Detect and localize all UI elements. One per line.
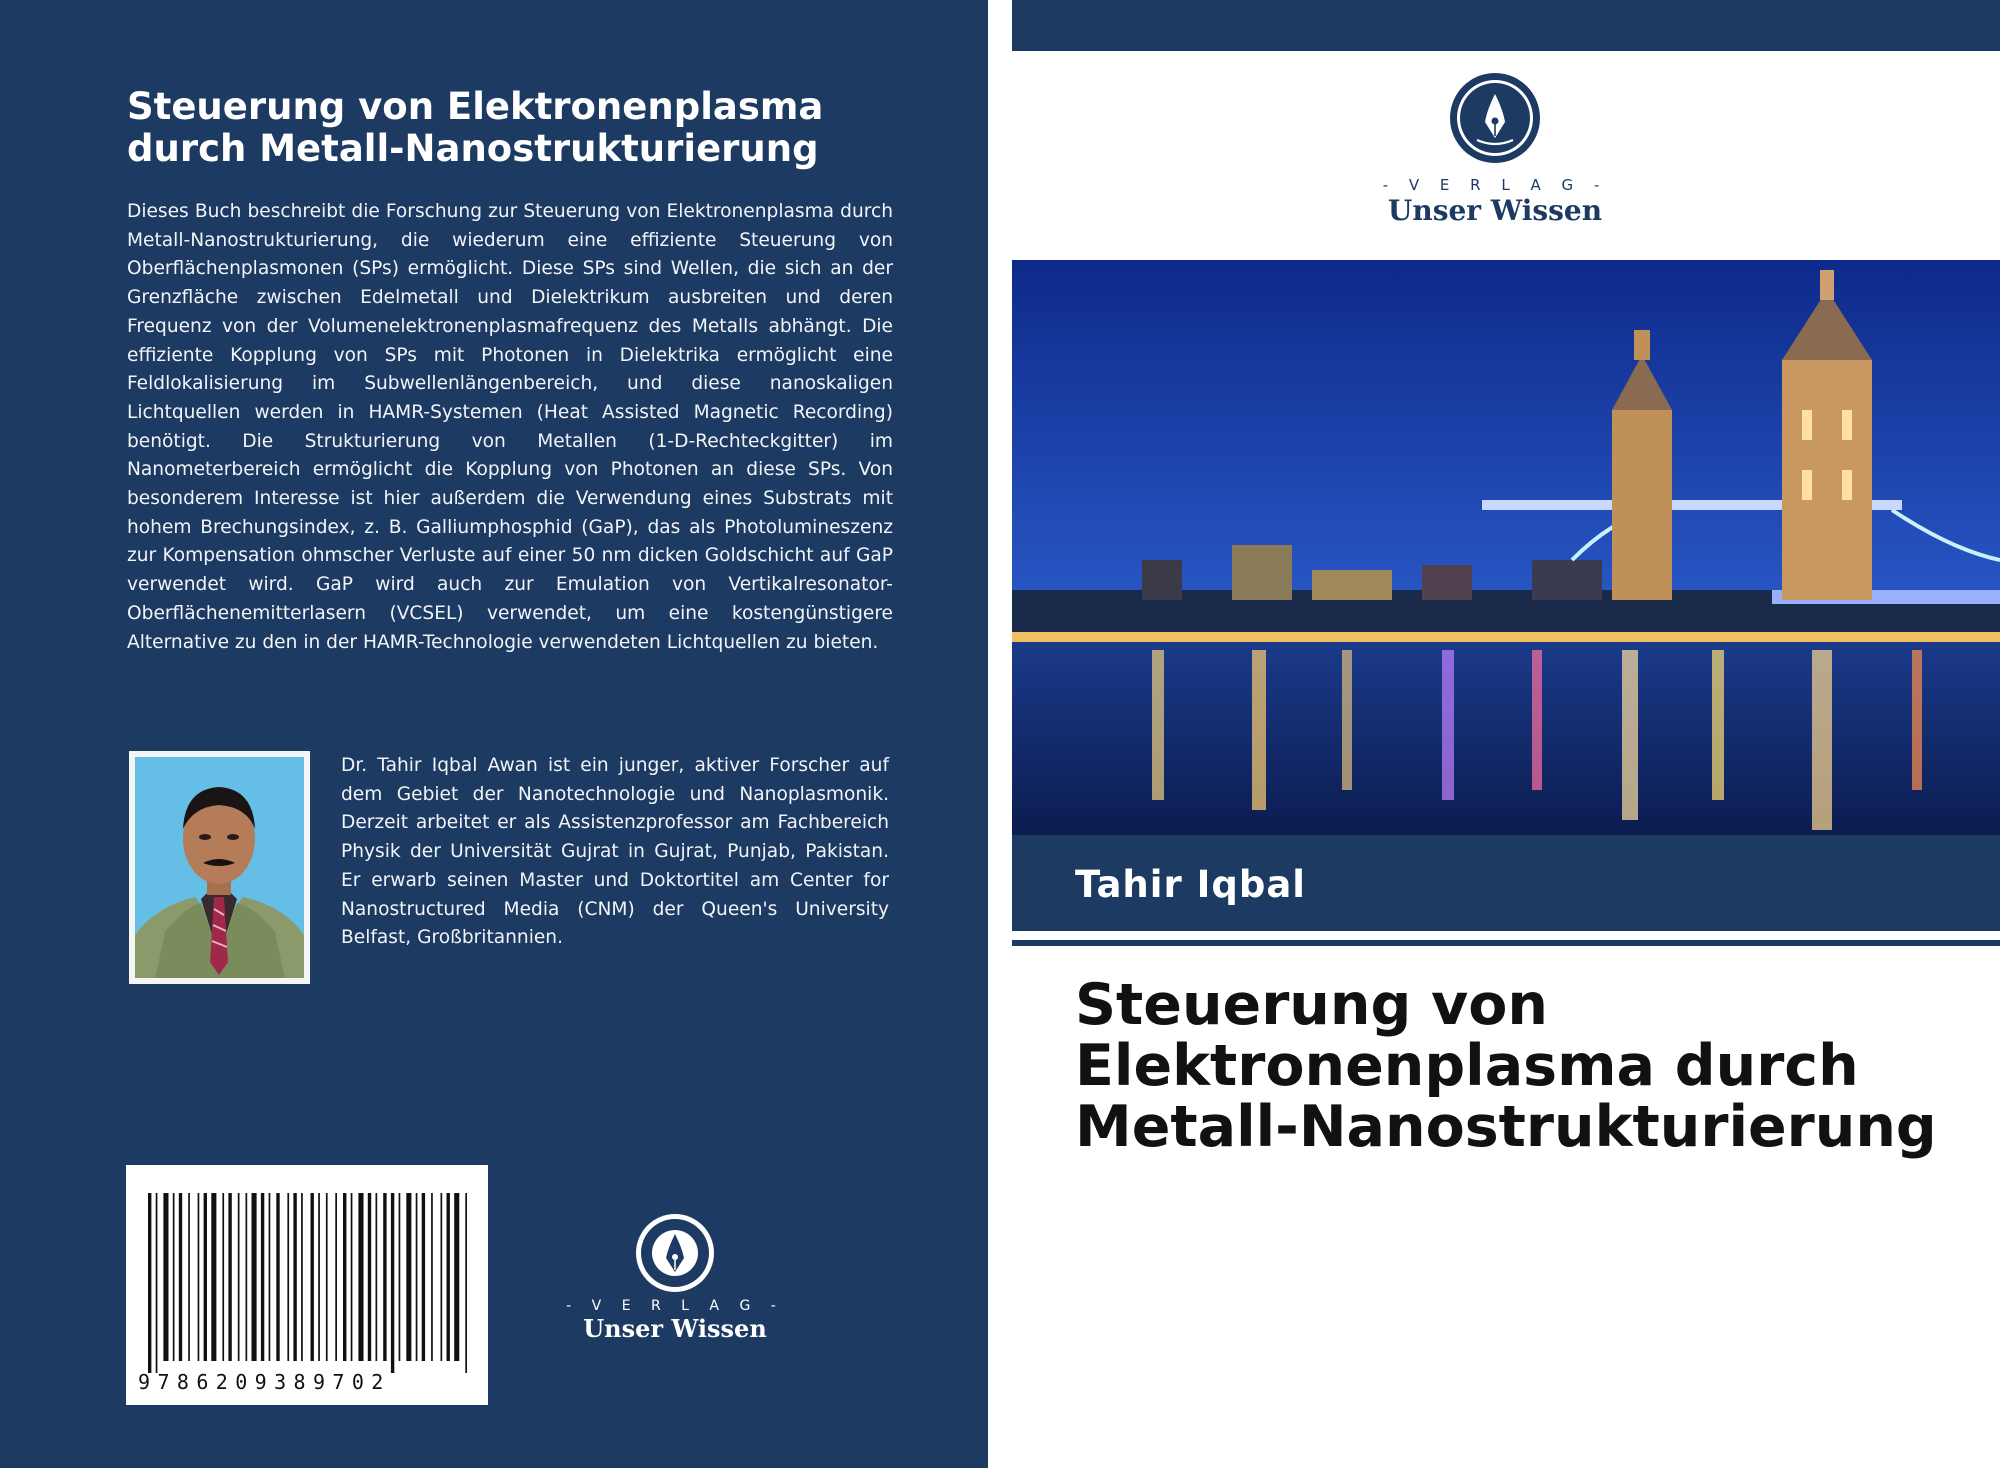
book-description: Dieses Buch beschreibt die Forschung zur Steuerung von Elektronenplasma durch Metall-Nanostrukturierung, die wiederum eine effiziente Steuerung von Oberflächenplasmonen (SPs) ermöglicht. Diese SPs sind Wellen, die sich an der Grenzfläche zwischen Edelmetall und Dielektrikum ausbreiten und deren Frequenz von der Volumenelektronenplasmafrequenz des Metalls abhängt. Die effiziente Kopplung von SPs mit Photonen in Dielektrika ermöglicht eine Feldlokalisierung im Subwellenlängenbereich, und diese nanoskaligen Lichtquellen werden in HAMR-Systemen (Heat Assisted Magnetic Recording) benötigt. Die Strukturierung von Metallen (1-D-Rechteckgitter) im Nanometerbereich ermöglicht die Kopplung von Photonen an diese SPs. Von besonderem Interesse ist hier außerdem die Verwendung eines Substrats mit hohem Brechungsindex, z. B. Galliumphosphid (GaP), das als Photolumineszenz zur Kompensation ohmscher Verluste auf einer 50 nm dicken Goldschicht auf GaP verwendet wird. GaP wird auch zur Emulation von Vertikalresonator-Oberflächenemitterlasern (VCSEL) verwendet, um eine kostengünstigere Alternative zu den in der HAMR-Technologie verwendeten Lichtquellen zu bieten. xyxy=(127,201,893,653)
back-cover xyxy=(0,0,988,1468)
isbn-barcode xyxy=(126,1165,488,1405)
spine-gap xyxy=(988,0,1012,1468)
author-band xyxy=(1012,835,2000,931)
publisher-verlag-label: - V E R L A G - xyxy=(566,1298,784,1314)
publisher-name: Unser Wissen xyxy=(583,1314,767,1343)
barcode-bar xyxy=(222,1193,224,1361)
barcode-bar xyxy=(228,1193,231,1361)
barcode-bar xyxy=(431,1193,433,1361)
barcode-bar xyxy=(173,1193,175,1361)
barcode-bar xyxy=(326,1193,328,1361)
front-author-name: Tahir Iqbal xyxy=(1075,863,1306,906)
barcode-bar xyxy=(406,1193,411,1361)
barcode-bar xyxy=(422,1193,425,1361)
front-top-bar xyxy=(1012,0,2000,51)
publisher-name-front: Unser Wissen xyxy=(1387,194,1603,227)
publisher-verlag-label-front: - V E R L A G - xyxy=(1382,176,1608,194)
barcode-bar xyxy=(391,1193,394,1373)
front-cover-title: Steuerung von Elektronenplasma durch Metall-Nanostrukturierung xyxy=(1075,972,1937,1160)
barcode-bar xyxy=(383,1193,386,1361)
barcode-bar xyxy=(441,1193,443,1361)
barcode-bar xyxy=(376,1193,378,1361)
barcode-bar xyxy=(293,1193,296,1361)
barcode-bar xyxy=(163,1193,168,1361)
author-photo xyxy=(129,751,310,984)
barcode-bar xyxy=(198,1193,200,1361)
barcode-bar xyxy=(148,1193,151,1373)
barcode-bar xyxy=(311,1193,314,1361)
fountain-pen-nib-icon xyxy=(1449,72,1541,164)
barcode-bar xyxy=(276,1193,279,1361)
barcode-bar xyxy=(238,1193,240,1361)
barcode-bar xyxy=(179,1193,182,1361)
front-divider-line xyxy=(1012,940,2000,946)
back-cover-title: Steuerung von Elektronenplasma durch Metall-Nanostrukturierung xyxy=(127,85,824,170)
tower-bridge-night-photo-icon xyxy=(1012,260,2000,835)
publisher-logo-front xyxy=(1345,72,1645,232)
barcode-icon xyxy=(126,1165,488,1405)
barcode-bar xyxy=(399,1193,401,1361)
barcode-bar xyxy=(465,1193,467,1373)
barcode-bar xyxy=(351,1193,353,1361)
author-portrait-icon xyxy=(135,757,304,978)
barcode-bar xyxy=(269,1193,271,1361)
barcode-bar xyxy=(358,1193,363,1361)
barcode-bar xyxy=(252,1193,257,1361)
barcode-bar xyxy=(318,1193,320,1361)
publisher-logo-back xyxy=(565,1212,785,1342)
barcode-bar xyxy=(301,1193,303,1361)
barcode-bar xyxy=(335,1193,337,1361)
barcode-bar xyxy=(416,1193,418,1361)
cover-photo xyxy=(1012,260,2000,835)
isbn-digits: 9786209389702 xyxy=(138,1370,391,1394)
author-bio: Dr. Tahir Iqbal Awan ist ein junger, aktiver Forscher auf dem Gebiet der Nanotechnologie und Nanoplasmonik. Derzeit arbeitet er als Assistenzprofessor am Fachbereich Physik der Universität Gujrat in Gujrat, Punjab, Pakistan. Er erwarb seinen Master und Doktortitel am Center for Nanostructured Media (CNM) der Queen's University Belfast, Großbritannien. xyxy=(341,755,889,949)
barcode-bar xyxy=(447,1193,450,1361)
barcode-bar xyxy=(204,1193,207,1361)
barcode-bar xyxy=(188,1193,190,1361)
fountain-pen-nib-icon xyxy=(634,1212,716,1294)
barcode-bar xyxy=(156,1193,158,1373)
barcode-bar xyxy=(246,1193,248,1361)
barcode-bar xyxy=(211,1193,216,1361)
barcode-bar xyxy=(454,1193,459,1361)
barcode-bar xyxy=(287,1193,289,1361)
barcode-bar xyxy=(343,1193,346,1361)
barcode-bar xyxy=(261,1193,264,1361)
barcode-bar xyxy=(368,1193,371,1361)
